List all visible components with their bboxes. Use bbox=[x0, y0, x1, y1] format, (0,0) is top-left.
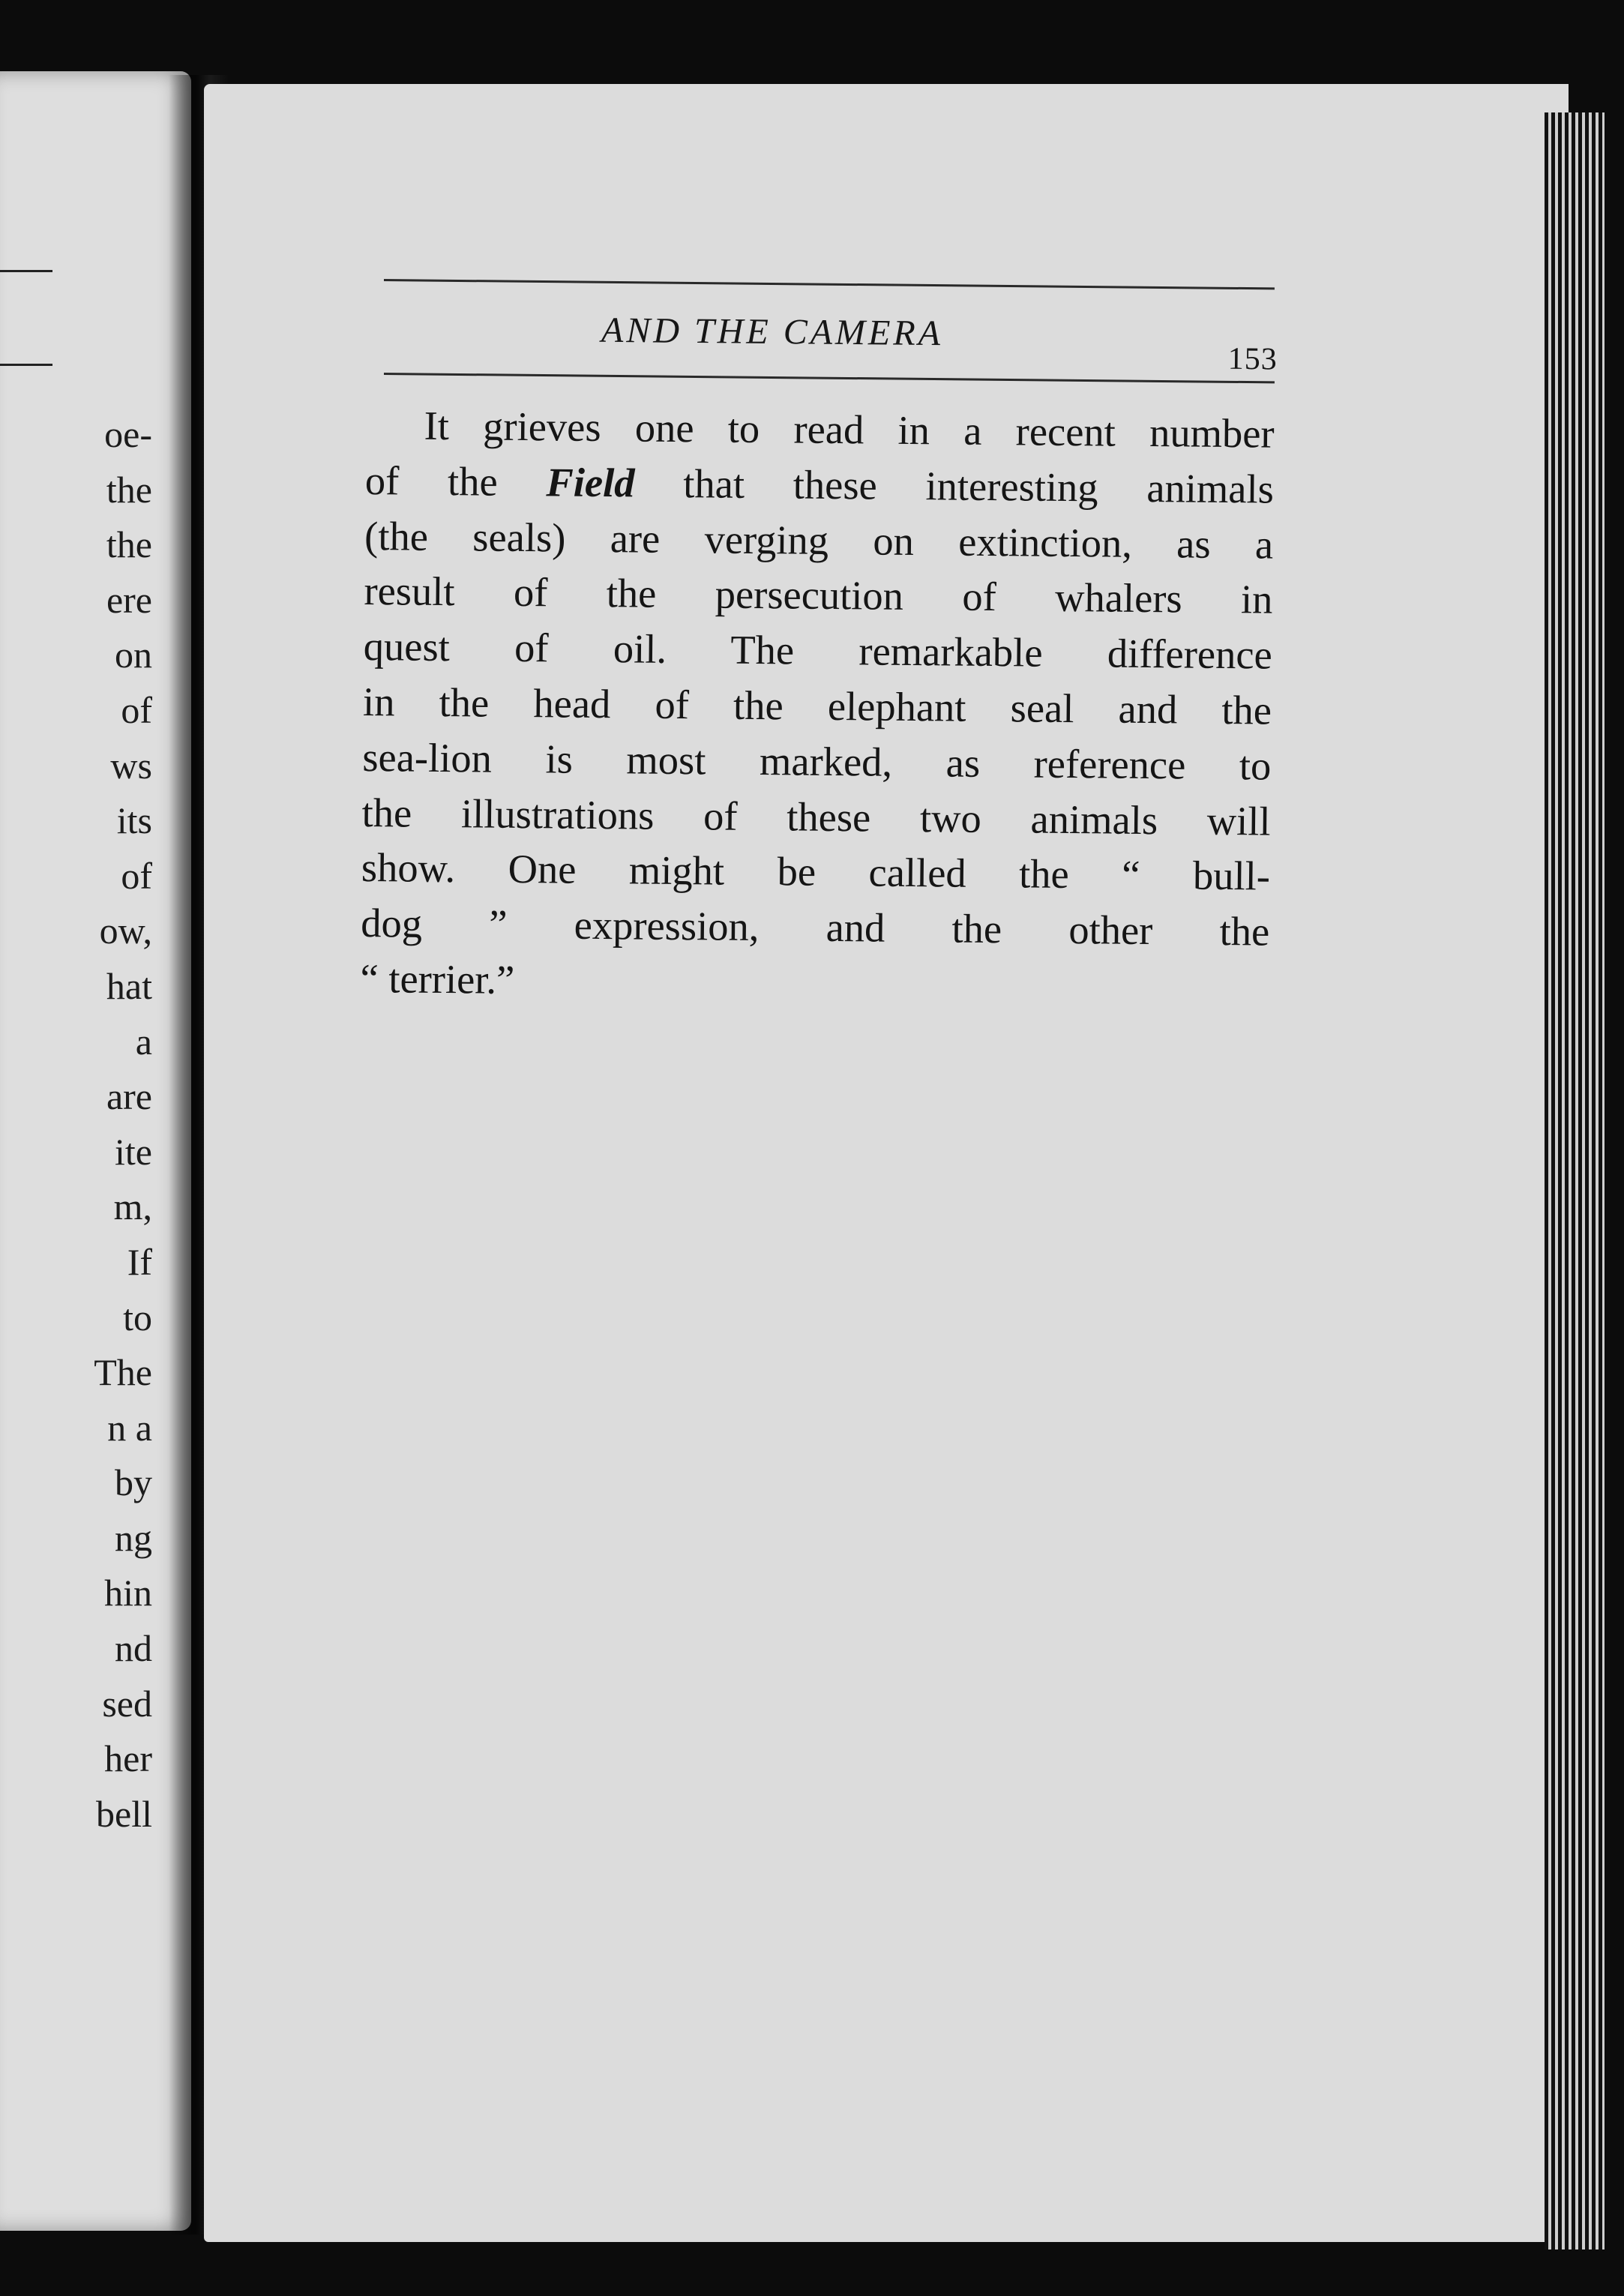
previous-page-line-fragment: its bbox=[116, 799, 152, 842]
body-line-text: “ terrier.” bbox=[360, 955, 515, 1003]
running-head bbox=[384, 307, 1278, 377]
body-line-text: in the head of the elephant seal and the bbox=[362, 678, 1272, 733]
body-line-text: show. One might be called the “ bull- bbox=[361, 844, 1271, 899]
body-line-text: dog ” expression, and the other the bbox=[360, 900, 1270, 955]
body-line bbox=[364, 563, 1273, 627]
body-line-text: sea-lion is most marked, as reference to bbox=[362, 733, 1272, 789]
previous-page bbox=[0, 71, 191, 2231]
previous-page-line-fragment: ite bbox=[115, 1130, 152, 1173]
page-edge-shadow bbox=[1605, 105, 1624, 2280]
previous-page-line-fragment: are bbox=[106, 1075, 152, 1118]
previous-page-line-fragment: on bbox=[115, 634, 152, 676]
previous-page-line-fragment: ng bbox=[115, 1516, 152, 1559]
previous-page-header-rule-top bbox=[0, 270, 52, 272]
previous-page-line-fragment: sed bbox=[102, 1682, 152, 1725]
body-line-text: (the seals) are verging on extinction, as a bbox=[364, 512, 1274, 568]
previous-page-line-fragment: her bbox=[104, 1737, 152, 1780]
emphasized-title: Field bbox=[546, 459, 635, 506]
previous-page-line-fragment: hin bbox=[104, 1572, 152, 1614]
body-line bbox=[360, 951, 1269, 1015]
previous-page-line-fragment: the bbox=[106, 523, 152, 566]
body-line-text: the illustrations of these two animals will bbox=[361, 789, 1271, 844]
previous-page-line-fragment: nd bbox=[115, 1627, 152, 1670]
body-line bbox=[362, 730, 1272, 793]
previous-page-line-fragment: If bbox=[127, 1240, 152, 1283]
previous-page-line-fragment: ws bbox=[110, 744, 152, 787]
previous-page-header-rule-bottom bbox=[0, 364, 52, 366]
body-line-text: quest of oil. The remarkable difference bbox=[363, 623, 1273, 678]
previous-page-line-fragment: bell bbox=[96, 1792, 152, 1835]
previous-page-line-fragment: The bbox=[94, 1351, 152, 1394]
body-line bbox=[361, 840, 1271, 904]
body-line bbox=[364, 508, 1274, 572]
previous-page-line-fragment: n a bbox=[107, 1406, 152, 1449]
body-line bbox=[365, 453, 1275, 517]
body-line-text: It grieves one to read in a recent number bbox=[424, 402, 1275, 457]
body-line-text: that these interesting animals bbox=[634, 460, 1275, 512]
body-line bbox=[363, 619, 1272, 682]
body-line bbox=[365, 397, 1275, 461]
previous-page-text-fragments bbox=[94, 407, 152, 1842]
page-edges bbox=[1545, 112, 1605, 2250]
body-line-text: of the bbox=[364, 457, 547, 505]
previous-page-line-fragment: oe- bbox=[104, 413, 152, 455]
body-line-text: result of the persecution of whalers in bbox=[364, 568, 1273, 623]
previous-page-line-fragment: the bbox=[106, 468, 152, 511]
previous-page-line-fragment: ow, bbox=[99, 910, 152, 952]
body-line bbox=[361, 895, 1270, 959]
body-line bbox=[363, 674, 1272, 738]
running-title: AND THE CAMERA bbox=[601, 310, 944, 354]
previous-page-line-fragment: a bbox=[135, 1020, 152, 1063]
previous-page-line-fragment: to bbox=[123, 1296, 152, 1338]
previous-page-line-fragment: of bbox=[121, 688, 152, 731]
previous-page-line-fragment: by bbox=[115, 1461, 152, 1504]
previous-page-line-fragment: ere bbox=[106, 578, 152, 621]
body-line bbox=[361, 785, 1271, 849]
previous-page-line-fragment: m, bbox=[113, 1185, 152, 1228]
page-number: 153 bbox=[1227, 341, 1278, 377]
previous-page-line-fragment: of bbox=[121, 854, 152, 897]
previous-page-line-fragment: hat bbox=[106, 964, 152, 1007]
body-paragraph bbox=[360, 397, 1275, 1015]
